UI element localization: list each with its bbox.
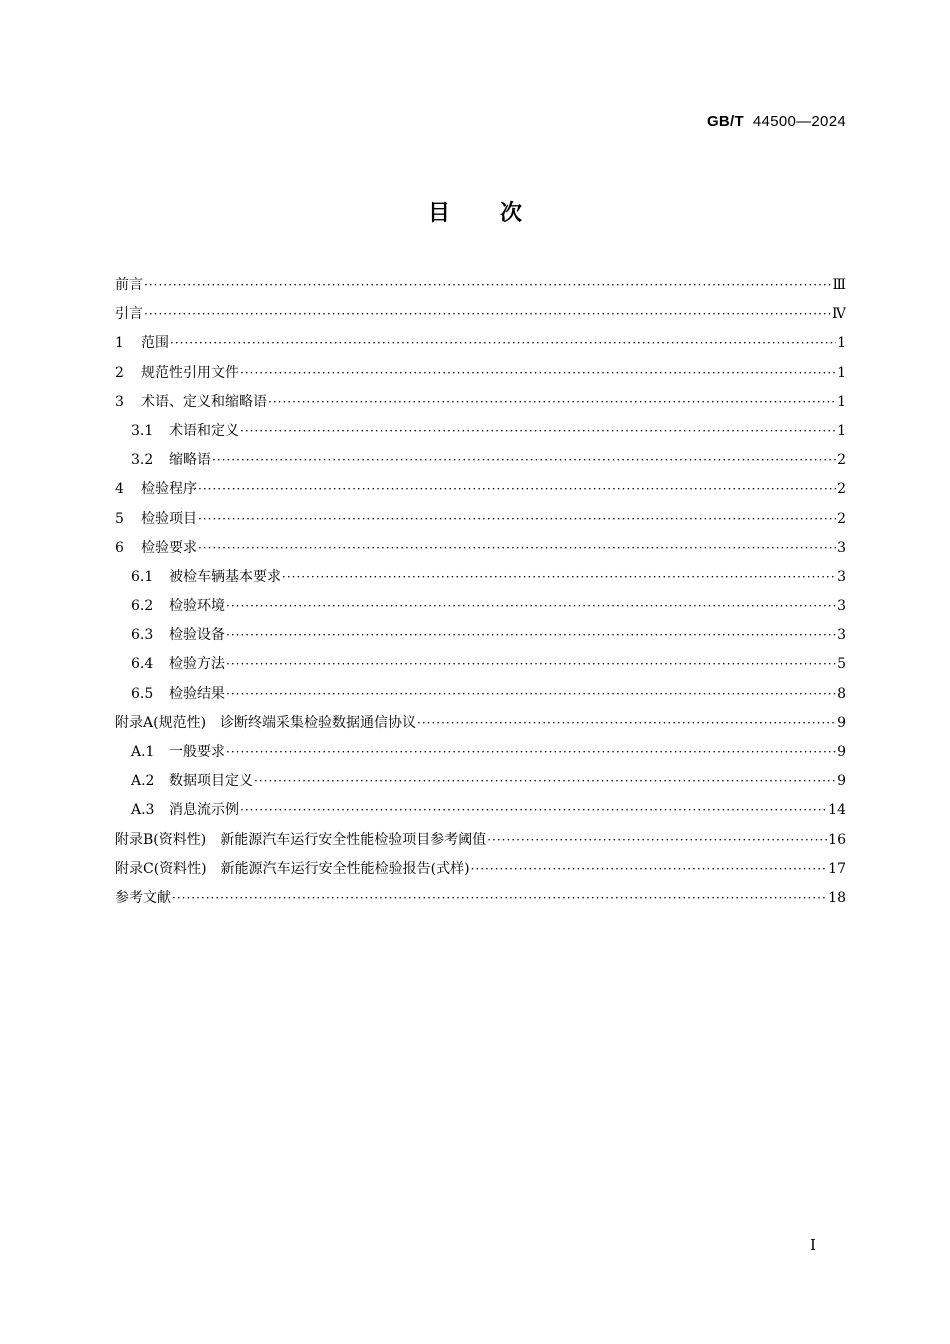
- toc-page-number: 9: [837, 744, 846, 760]
- toc-entry-label: 新能源汽车运行安全性能检验项目参考阈值: [220, 831, 487, 848]
- toc-entry-label: 消息流示例: [169, 802, 239, 819]
- toc-entry-foreword[interactable]: [115, 271, 846, 300]
- toc-entry-number: A.2: [131, 773, 155, 790]
- standard-code: [707, 113, 846, 130]
- toc-entry-number: 附录B(资料性): [115, 831, 207, 848]
- toc-leader-dots: [198, 475, 836, 504]
- toc-entry-number: 附录A(规范性): [115, 714, 207, 731]
- toc-entry-6-1[interactable]: [115, 563, 846, 592]
- toc-entry-1[interactable]: [115, 329, 846, 358]
- toc-entry-number: A.1: [131, 744, 155, 760]
- toc-entry-label: 检验项目: [141, 510, 197, 527]
- standard-prefix: GB/T: [706, 113, 744, 130]
- toc-page-number: 1: [837, 393, 846, 410]
- toc-entry-number: 1: [115, 335, 124, 352]
- toc-entry-6-4[interactable]: [115, 650, 846, 679]
- toc-entry-3-1[interactable]: [115, 417, 846, 446]
- toc-entry-label: 检验程序: [141, 481, 197, 498]
- toc-page-number: 3: [837, 568, 846, 585]
- toc-page-number: 9: [837, 714, 846, 731]
- toc-entry-label: 术语、定义和缩略语: [141, 393, 267, 410]
- toc-entry-number: A.3: [131, 802, 155, 819]
- toc-entry-a-2[interactable]: [115, 767, 846, 796]
- toc-entry-5[interactable]: [115, 505, 846, 534]
- toc-entry-label: 一般要求: [169, 744, 225, 760]
- toc-leader-dots: [198, 534, 836, 563]
- toc-page-number: 2: [837, 510, 846, 527]
- toc-entry-6-2[interactable]: [115, 592, 846, 621]
- toc-page-number: 16: [828, 831, 846, 848]
- toc-leader-dots: [226, 650, 836, 679]
- toc-entry-label: 规范性引用文件: [141, 364, 239, 381]
- toc-entry-a-3[interactable]: [115, 796, 846, 825]
- toc-entry-bibliography[interactable]: [115, 884, 846, 913]
- toc-entry-annex-c[interactable]: [115, 855, 846, 884]
- toc-entry-label: 检验结果: [169, 685, 225, 702]
- toc-page-number: Ⅳ: [832, 306, 846, 323]
- toc-entry-label: 检验设备: [169, 627, 225, 644]
- toc-entry-label: 检验环境: [169, 598, 225, 615]
- toc-entry-number: 6.3: [131, 627, 154, 644]
- toc-page-number: 17: [828, 860, 846, 877]
- toc-page-number: 2: [837, 452, 846, 469]
- toc-entry-number: 6.4: [131, 656, 154, 673]
- toc-page-number: 18: [828, 889, 846, 906]
- toc-leader-dots: [144, 271, 831, 300]
- toc-entry-label: 检验要求: [141, 539, 197, 556]
- toc-entry-number: 6: [115, 539, 124, 556]
- toc-entry-number: 附录C(资料性): [115, 860, 207, 877]
- toc-entry-number: 6.2: [131, 598, 154, 615]
- toc-entry-number: 6.5: [131, 685, 154, 702]
- toc-page-number: 2: [837, 481, 846, 498]
- toc-leader-dots: [240, 417, 836, 446]
- toc-page-number: 3: [837, 539, 846, 556]
- toc-entry-annex-a[interactable]: [115, 709, 846, 738]
- toc-entry-6-3[interactable]: [115, 621, 846, 650]
- toc-leader-dots: [417, 709, 836, 738]
- standard-number: 44500—2024: [752, 113, 846, 130]
- toc-leader-dots: [240, 359, 836, 388]
- toc-entry-label: 引言: [115, 306, 143, 323]
- toc-page-number: 8: [837, 685, 846, 702]
- toc-page-number: 1: [837, 335, 846, 352]
- footer-page-number: Ⅰ: [810, 1236, 816, 1254]
- toc-leader-dots: [226, 680, 836, 709]
- toc-leader-dots: [172, 884, 827, 913]
- toc-entry-label: 参考文献: [115, 889, 171, 906]
- toc-leader-dots: [226, 592, 836, 621]
- toc-entry-number: 5: [115, 510, 124, 527]
- toc-leader-dots: [226, 621, 836, 650]
- toc-entry-label: 术语和定义: [169, 422, 239, 439]
- toc-entry-number: 3.1: [131, 422, 154, 439]
- toc-leader-dots: [487, 826, 827, 855]
- toc-entry-label: 新能源汽车运行安全性能检验报告(式样): [220, 860, 470, 877]
- toc-entry-label: 范围: [141, 335, 169, 352]
- toc-page-number: 5: [837, 656, 846, 673]
- toc-leader-dots: [282, 563, 836, 592]
- toc-leader-dots: [226, 738, 836, 767]
- toc-page-number: 3: [837, 627, 846, 644]
- toc-leader-dots: [268, 388, 836, 417]
- toc-entry-number: 3.2: [131, 452, 154, 469]
- toc-entry-label: 诊断终端采集检验数据通信协议: [220, 714, 417, 731]
- toc-leader-dots: [254, 767, 836, 796]
- toc-entry-label: 数据项目定义: [169, 773, 253, 790]
- toc-leader-dots: [198, 505, 836, 534]
- toc-entry-number: 2: [115, 364, 124, 381]
- toc-entry-label: 前言: [115, 277, 143, 293]
- toc-entry-label: 检验方法: [169, 656, 225, 673]
- table-of-contents: [115, 271, 846, 913]
- toc-page-number: 9: [837, 773, 846, 790]
- toc-page-number: 1: [837, 364, 846, 381]
- toc-entry-label: 缩略语: [169, 452, 211, 469]
- toc-page-number: 1: [837, 422, 846, 439]
- page-title: 目次: [427, 201, 572, 226]
- toc-page-number: 3: [837, 598, 846, 615]
- toc-entry-4[interactable]: [115, 475, 846, 504]
- toc-entry-number: 3: [115, 393, 124, 410]
- toc-entry-introduction[interactable]: [115, 300, 846, 329]
- toc-leader-dots: [144, 300, 831, 329]
- toc-page-number: Ⅲ: [832, 277, 846, 293]
- toc-leader-dots: [212, 446, 836, 475]
- toc-entry-3[interactable]: [115, 388, 846, 417]
- toc-entry-a-1[interactable]: [115, 738, 846, 767]
- toc-leader-dots: [240, 796, 827, 825]
- toc-page-number: 14: [828, 802, 846, 819]
- toc-entry-annex-b[interactable]: [115, 826, 846, 855]
- toc-entry-6-5[interactable]: [115, 680, 846, 709]
- toc-leader-dots: [170, 329, 836, 358]
- toc-entry-number: 4: [115, 481, 124, 498]
- toc-entry-2[interactable]: [115, 359, 846, 388]
- toc-entry-6[interactable]: [115, 534, 846, 563]
- toc-leader-dots: [471, 855, 828, 884]
- toc-entry-label: 被检车辆基本要求: [169, 568, 281, 585]
- toc-entry-number: 6.1: [131, 568, 154, 585]
- toc-entry-3-2[interactable]: [115, 446, 846, 475]
